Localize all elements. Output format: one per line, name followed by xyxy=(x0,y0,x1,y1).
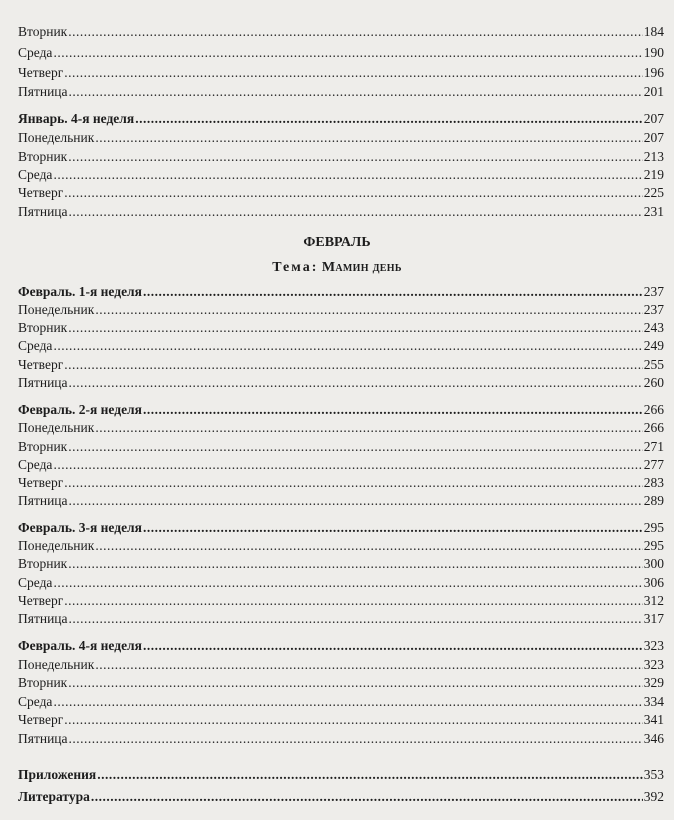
entry-page: 237 xyxy=(643,284,664,299)
entry-label: Пятница xyxy=(18,204,68,219)
entry-label: Литература xyxy=(18,789,90,804)
entry-label: Февраль. 3-я неделя xyxy=(18,520,142,535)
entry-page: 300 xyxy=(643,556,664,571)
toc-appendix-entry xyxy=(18,766,664,784)
entry-page: 207 xyxy=(643,111,664,126)
toc-entry xyxy=(18,129,664,147)
entry-page: 341 xyxy=(643,712,664,727)
dot-leader xyxy=(135,110,643,128)
entry-label: Пятница xyxy=(18,493,68,508)
toc-week-heading xyxy=(18,283,664,301)
dot-leader xyxy=(68,23,643,41)
dot-leader xyxy=(143,283,643,301)
entry-label: Понедельник xyxy=(18,420,95,435)
entry-page: 353 xyxy=(643,767,664,782)
entry-label: Среда xyxy=(18,694,53,709)
entry-page: 392 xyxy=(643,789,664,804)
dot-leader xyxy=(69,730,643,748)
toc-week-heading xyxy=(18,519,664,537)
toc-entry xyxy=(18,711,664,729)
entry-page: 266 xyxy=(643,420,664,435)
entry-label: Пятница xyxy=(18,731,68,746)
entry-page: 271 xyxy=(643,439,664,454)
entry-page: 312 xyxy=(643,593,664,608)
dot-leader xyxy=(68,148,643,166)
entry-page: 329 xyxy=(643,675,664,690)
entry-page: 190 xyxy=(643,45,664,60)
dot-leader xyxy=(64,64,643,82)
entry-page: 323 xyxy=(643,657,664,672)
dot-leader xyxy=(68,319,643,337)
entry-label: Среда xyxy=(18,167,53,182)
dot-leader xyxy=(69,374,643,392)
toc-entry xyxy=(18,23,664,41)
entry-label: Вторник xyxy=(18,149,68,164)
entry-label: Февраль. 1-я неделя xyxy=(18,284,142,299)
entry-page: 225 xyxy=(643,185,664,200)
toc-entry xyxy=(18,474,664,492)
entry-page: 295 xyxy=(643,520,664,535)
entry-page: 231 xyxy=(643,204,664,219)
toc-entry xyxy=(18,574,664,592)
dot-leader xyxy=(97,766,643,784)
toc-entry xyxy=(18,374,664,392)
toc-entry xyxy=(18,319,664,337)
toc-entry xyxy=(18,64,664,82)
entry-page: 213 xyxy=(643,149,664,164)
entry-page: 295 xyxy=(643,538,664,553)
entry-page: 255 xyxy=(643,357,664,372)
toc-literature-entry xyxy=(18,788,664,806)
entry-label: Четверг xyxy=(18,65,64,80)
entry-label: Февраль. 4-я неделя xyxy=(18,638,142,653)
entry-page: 323 xyxy=(643,638,664,653)
entry-page: 334 xyxy=(643,694,664,709)
dot-leader xyxy=(53,574,642,592)
dot-leader xyxy=(64,474,643,492)
entry-label: Пятница xyxy=(18,84,68,99)
toc-entry xyxy=(18,456,664,474)
dot-leader xyxy=(69,492,643,510)
entry-page: 184 xyxy=(643,24,664,39)
entry-page: 283 xyxy=(643,475,664,490)
dot-leader xyxy=(69,83,643,101)
entry-page: 219 xyxy=(643,167,664,182)
entry-page: 260 xyxy=(643,375,664,390)
toc-week-heading xyxy=(18,401,664,419)
entry-label: Понедельник xyxy=(18,302,95,317)
toc-entry xyxy=(18,419,664,437)
entry-page: 196 xyxy=(643,65,664,80)
entry-page: 207 xyxy=(643,130,664,145)
entry-label: Приложения xyxy=(18,767,97,782)
entry-label: Вторник xyxy=(18,439,68,454)
dot-leader xyxy=(64,356,643,374)
entry-page: 346 xyxy=(643,731,664,746)
toc-entry xyxy=(18,356,664,374)
entry-label: Четверг xyxy=(18,593,64,608)
entry-label: Понедельник xyxy=(18,130,95,145)
dot-leader xyxy=(69,610,643,628)
toc-entry xyxy=(18,730,664,748)
toc-entry xyxy=(18,492,664,510)
entry-page: 237 xyxy=(643,302,664,317)
month-heading: ФЕВРАЛЬ xyxy=(303,235,371,250)
entry-label: Четверг xyxy=(18,712,64,727)
dot-leader xyxy=(68,438,643,456)
toc-entry xyxy=(18,184,664,202)
entry-label: Январь. 4-я неделя xyxy=(18,111,135,126)
dot-leader xyxy=(53,693,642,711)
dot-leader xyxy=(64,184,643,202)
dot-leader xyxy=(91,788,643,806)
dot-leader xyxy=(53,166,642,184)
dot-leader xyxy=(143,401,643,419)
entry-label: Вторник xyxy=(18,320,68,335)
theme-label: Тема: xyxy=(272,260,319,275)
toc-entry xyxy=(18,656,664,674)
toc-entry xyxy=(18,337,664,355)
toc-entry xyxy=(18,610,664,628)
entry-page: 201 xyxy=(643,84,664,99)
toc-entry xyxy=(18,44,664,62)
entry-page: 277 xyxy=(643,457,664,472)
toc-entry xyxy=(18,148,664,166)
entry-page: 306 xyxy=(643,575,664,590)
toc-entry xyxy=(18,83,664,101)
dot-leader xyxy=(53,337,642,355)
entry-label: Среда xyxy=(18,575,53,590)
entry-label: Четверг xyxy=(18,475,64,490)
entry-page: 243 xyxy=(643,320,664,335)
toc-week-heading xyxy=(18,637,664,655)
toc-entry xyxy=(18,674,664,692)
entry-page: 317 xyxy=(643,611,664,626)
entry-label: Пятница xyxy=(18,375,68,390)
dot-leader xyxy=(64,711,643,729)
entry-label: Пятница xyxy=(18,611,68,626)
entry-label: Понедельник xyxy=(18,657,95,672)
toc-entry xyxy=(18,555,664,573)
dot-leader xyxy=(143,519,643,537)
entry-label: Четверг xyxy=(18,357,64,372)
dot-leader xyxy=(143,637,643,655)
toc-entry xyxy=(18,203,664,221)
toc-entry xyxy=(18,592,664,610)
dot-leader xyxy=(95,129,642,147)
toc-entry xyxy=(18,693,664,711)
dot-leader xyxy=(95,419,642,437)
entry-label: Вторник xyxy=(18,675,68,690)
dot-leader xyxy=(69,203,643,221)
dot-leader xyxy=(95,301,642,319)
dot-leader xyxy=(68,674,643,692)
entry-page: 249 xyxy=(643,338,664,353)
dot-leader xyxy=(95,537,642,555)
entry-label: Вторник xyxy=(18,24,68,39)
entry-label: Четверг xyxy=(18,185,64,200)
entry-label: Среда xyxy=(18,338,53,353)
toc-entry xyxy=(18,301,664,319)
theme-value: Мамин день xyxy=(321,260,402,275)
theme-heading xyxy=(0,259,674,277)
toc-week-heading xyxy=(18,110,664,128)
dot-leader xyxy=(53,456,642,474)
entry-page: 289 xyxy=(643,493,664,508)
entry-label: Февраль. 2-я неделя xyxy=(18,402,142,417)
dot-leader xyxy=(64,592,643,610)
entry-label: Среда xyxy=(18,45,53,60)
toc-entry xyxy=(18,537,664,555)
toc-entry xyxy=(18,166,664,184)
entry-label: Вторник xyxy=(18,556,68,571)
dot-leader xyxy=(68,555,643,573)
dot-leader xyxy=(95,656,642,674)
toc-entry xyxy=(18,438,664,456)
entry-label: Понедельник xyxy=(18,538,95,553)
dot-leader xyxy=(53,44,642,62)
entry-label: Среда xyxy=(18,457,53,472)
entry-page: 266 xyxy=(643,402,664,417)
